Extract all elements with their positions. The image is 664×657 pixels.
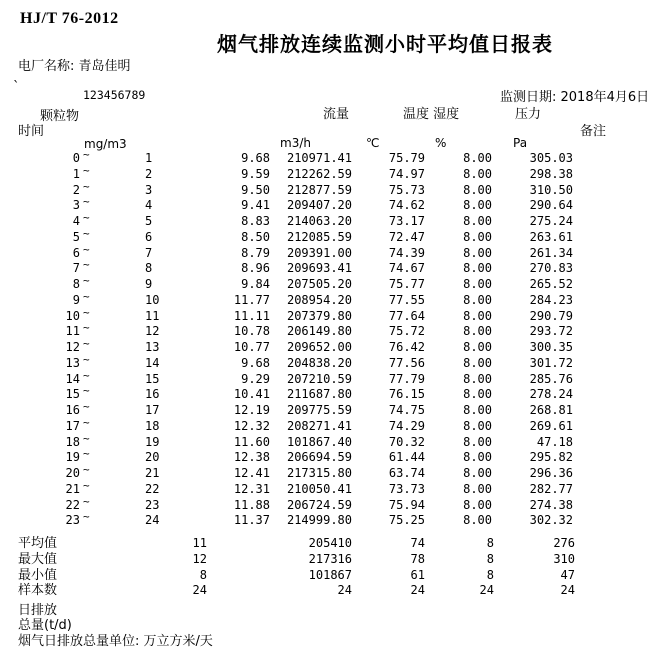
cell-flow: 207379.80 <box>286 308 352 323</box>
table-row <box>0 148 664 167</box>
cell-hour-end: 19 <box>145 434 160 449</box>
cell-pressure: 278.24 <box>529 387 573 402</box>
cell-particulate: 8.50 <box>241 229 270 244</box>
cell-hour-end: 16 <box>145 387 160 402</box>
cell-pressure: 301.72 <box>529 355 573 370</box>
cell-temperature: 76.15 <box>388 387 425 402</box>
cell-hour-start: 14 <box>65 371 80 386</box>
cell-hour-start: 23 <box>65 513 80 528</box>
tilde-separator: ~ <box>83 195 90 209</box>
cell-humidity: 8.00 <box>463 371 492 386</box>
tilde-separator: ~ <box>83 352 90 366</box>
cell-hour-end: 12 <box>145 324 160 339</box>
cell-hour-start: 20 <box>65 466 80 480</box>
cell-humidity: 8.00 <box>463 355 492 370</box>
cell-hour-start: 17 <box>65 418 80 433</box>
table-row <box>0 400 664 419</box>
cell-humidity: 8.00 <box>463 166 492 181</box>
cell-temperature: 73.73 <box>388 481 425 496</box>
cell-hour-start: 9 <box>72 292 80 307</box>
cell-hour-end: 11 <box>145 308 160 323</box>
footer-unit-note: 烟气日排放总量单位: 万立方米/天 <box>18 634 213 649</box>
tilde-separator: ~ <box>83 163 90 177</box>
cell-particulate: 11.88 <box>233 497 270 512</box>
summary-row <box>0 536 664 552</box>
table-row <box>0 195 664 214</box>
summary-temperature: 24 <box>410 583 425 598</box>
cell-flow: 101867.40 <box>286 434 352 449</box>
hourly-data-rows <box>0 148 664 529</box>
col-header-remark: 备注 <box>580 124 607 139</box>
cell-temperature: 77.64 <box>388 308 425 323</box>
cell-hour-start: 3 <box>72 198 80 213</box>
cell-pressure: 268.81 <box>529 403 573 417</box>
summary-row <box>0 568 664 584</box>
table-row <box>0 431 664 451</box>
cell-humidity: 8.00 <box>463 151 492 165</box>
cell-particulate: 10.78 <box>233 324 270 339</box>
summary-label: 最大值 <box>18 551 58 567</box>
tilde-separator: ~ <box>83 400 90 413</box>
cell-pressure: 296.36 <box>529 466 573 480</box>
cell-temperature: 74.39 <box>388 245 425 260</box>
cell-temperature: 74.67 <box>388 261 425 276</box>
cell-hour-start: 7 <box>72 261 80 276</box>
cell-pressure: 290.64 <box>529 198 573 213</box>
summary-flow: 101867 <box>308 567 352 582</box>
cell-hour-end: 8 <box>145 261 153 276</box>
cell-particulate: 11.11 <box>233 308 270 323</box>
cell-humidity: 8.00 <box>463 513 492 528</box>
cell-hour-start: 21 <box>65 481 80 496</box>
cell-hour-start: 18 <box>65 434 80 449</box>
summary-rows <box>0 536 664 599</box>
table-row <box>0 321 664 340</box>
summary-label: 最小值 <box>18 567 58 583</box>
table-row <box>0 447 664 466</box>
cell-hour-start: 1 <box>72 166 80 181</box>
cell-hour-start: 4 <box>72 214 80 228</box>
cell-particulate: 8.79 <box>241 245 270 260</box>
tilde-separator: ~ <box>83 211 90 224</box>
tilde-separator: ~ <box>83 305 90 319</box>
cell-particulate: 11.60 <box>233 434 270 449</box>
cell-hour-end: 6 <box>145 229 153 244</box>
summary-pressure: 276 <box>553 536 575 550</box>
cell-flow: 207505.20 <box>286 277 352 291</box>
cell-pressure: 265.52 <box>529 277 573 291</box>
table-row <box>0 258 664 277</box>
summary-humidity: 24 <box>479 583 494 598</box>
cell-temperature: 75.77 <box>388 277 425 291</box>
cell-flow: 209652.00 <box>286 340 352 354</box>
cell-pressure: 300.35 <box>529 340 573 354</box>
cell-particulate: 9.68 <box>241 151 270 165</box>
cell-pressure: 47.18 <box>536 434 573 449</box>
tilde-separator: ~ <box>83 148 90 161</box>
summary-humidity: 8 <box>486 551 494 566</box>
summary-flow: 217316 <box>308 551 352 566</box>
cell-hour-end: 22 <box>145 481 160 496</box>
tilde-separator: ~ <box>83 226 90 240</box>
cell-particulate: 12.31 <box>233 481 270 496</box>
tick-mark: ` <box>13 80 20 95</box>
cell-hour-end: 23 <box>145 497 160 512</box>
cell-hour-end: 1 <box>145 151 153 165</box>
tilde-separator: ~ <box>83 179 90 193</box>
col-header-particulate: 颗粒物 <box>40 109 80 124</box>
cell-humidity: 8.00 <box>463 466 492 480</box>
table-row <box>0 384 664 403</box>
cell-temperature: 70.32 <box>388 434 425 449</box>
cell-flow: 206694.59 <box>286 450 352 465</box>
cell-temperature: 74.62 <box>388 198 425 213</box>
cell-particulate: 8.83 <box>241 214 270 228</box>
table-row <box>0 494 664 514</box>
cell-humidity: 8.00 <box>463 261 492 276</box>
cell-particulate: 11.37 <box>233 513 270 528</box>
cell-flow: 210971.41 <box>286 151 352 165</box>
table-row <box>0 478 664 498</box>
cell-temperature: 63.74 <box>388 466 425 480</box>
cell-pressure: 290.79 <box>529 308 573 323</box>
cell-flow: 212877.59 <box>286 182 352 197</box>
report-title: 烟气排放连续监测小时平均值日报表 <box>217 32 553 56</box>
cell-pressure: 310.50 <box>529 182 573 197</box>
cell-flow: 208271.41 <box>286 418 352 433</box>
summary-particulate: 11 <box>192 536 207 550</box>
cell-particulate: 12.38 <box>233 450 270 465</box>
cell-humidity: 8.00 <box>463 387 492 402</box>
tilde-separator: ~ <box>83 415 90 429</box>
cell-pressure: 275.24 <box>529 214 573 228</box>
cell-pressure: 295.82 <box>529 450 573 465</box>
cell-flow: 209775.59 <box>286 403 352 417</box>
cell-humidity: 8.00 <box>463 403 492 417</box>
table-row <box>0 463 664 482</box>
cell-flow: 212085.59 <box>286 229 352 244</box>
cell-hour-end: 3 <box>145 182 153 197</box>
cell-temperature: 74.97 <box>388 166 425 181</box>
tilde-separator: ~ <box>83 494 90 508</box>
cell-humidity: 8.00 <box>463 182 492 197</box>
cell-hour-start: 0 <box>72 151 80 165</box>
cell-humidity: 8.00 <box>463 245 492 260</box>
tilde-separator: ~ <box>83 289 90 303</box>
tilde-separator: ~ <box>83 510 90 524</box>
standard-code: HJ/T 76-2012 <box>20 10 119 27</box>
summary-temperature: 78 <box>410 551 425 566</box>
summary-pressure: 24 <box>560 583 575 598</box>
cell-hour-end: 14 <box>145 355 160 370</box>
cell-hour-end: 4 <box>145 198 153 213</box>
col-header-pressure: 压力 <box>515 107 542 122</box>
cell-humidity: 8.00 <box>463 418 492 433</box>
tilde-separator: ~ <box>83 274 90 287</box>
cell-particulate: 10.77 <box>233 340 270 354</box>
cell-hour-end: 10 <box>145 292 160 307</box>
cell-temperature: 74.29 <box>388 418 425 433</box>
monitoring-date: 监测日期: 2018年4月6日 <box>500 90 650 105</box>
col-header-flow: 流量 <box>323 107 350 122</box>
serial-number: 123456789 <box>83 88 146 102</box>
cell-humidity: 8.00 <box>463 229 492 244</box>
cell-pressure: 305.03 <box>529 151 573 165</box>
cell-temperature: 75.73 <box>388 182 425 197</box>
cell-temperature: 75.25 <box>388 513 425 528</box>
cell-hour-start: 13 <box>65 355 80 370</box>
tilde-separator: ~ <box>83 478 90 492</box>
summary-flow: 24 <box>337 583 352 598</box>
table-row <box>0 352 664 372</box>
cell-hour-start: 16 <box>65 403 80 417</box>
summary-particulate: 12 <box>192 551 207 566</box>
cell-temperature: 61.44 <box>388 450 425 465</box>
summary-row <box>0 552 664 568</box>
table-row <box>0 415 664 435</box>
cell-pressure: 274.38 <box>529 497 573 512</box>
cell-humidity: 8.00 <box>463 450 492 465</box>
summary-humidity: 8 <box>486 536 494 550</box>
cell-flow: 204838.20 <box>286 355 352 370</box>
cell-pressure: 302.32 <box>529 513 573 528</box>
tilde-separator: ~ <box>83 321 90 335</box>
cell-hour-end: 9 <box>145 277 153 291</box>
table-row <box>0 337 664 356</box>
cell-flow: 209391.00 <box>286 245 352 260</box>
table-row <box>0 211 664 230</box>
cell-hour-end: 5 <box>145 214 153 228</box>
cell-particulate: 12.32 <box>233 418 270 433</box>
cell-temperature: 73.17 <box>388 214 425 228</box>
table-row <box>0 305 664 325</box>
cell-temperature: 75.94 <box>388 497 425 512</box>
table-row <box>0 163 664 183</box>
cell-flow: 209693.41 <box>286 261 352 276</box>
table-row <box>0 289 664 309</box>
cell-flow: 209407.20 <box>286 198 352 213</box>
col-header-time: 时间 <box>18 124 45 139</box>
cell-flow: 206149.80 <box>286 324 352 339</box>
cell-temperature: 76.42 <box>388 340 425 354</box>
tilde-separator: ~ <box>83 242 90 256</box>
summary-pressure: 310 <box>553 551 575 566</box>
cell-particulate: 9.50 <box>241 182 270 197</box>
cell-hour-end: 15 <box>145 371 160 386</box>
cell-hour-start: 5 <box>72 229 80 244</box>
cell-temperature: 77.56 <box>388 355 425 370</box>
cell-pressure: 269.61 <box>529 418 573 433</box>
cell-pressure: 285.76 <box>529 371 573 386</box>
summary-temperature: 74 <box>410 536 425 550</box>
cell-hour-start: 6 <box>72 245 80 260</box>
cell-pressure: 298.38 <box>529 166 573 181</box>
cell-flow: 211687.80 <box>286 387 352 402</box>
cell-particulate: 8.96 <box>241 261 270 276</box>
cell-hour-start: 19 <box>65 450 80 465</box>
cell-particulate: 9.29 <box>241 371 270 386</box>
cell-hour-start: 12 <box>65 340 80 354</box>
cell-humidity: 8.00 <box>463 292 492 307</box>
plant-name: 电厂名称: 青岛佳明 <box>18 59 131 74</box>
unit-pressure: Pa <box>513 136 528 150</box>
cell-temperature: 77.79 <box>388 371 425 386</box>
tilde-separator: ~ <box>83 463 90 476</box>
cell-humidity: 8.00 <box>463 324 492 339</box>
cell-pressure: 261.34 <box>529 245 573 260</box>
unit-temperature: ℃ <box>366 136 380 150</box>
cell-pressure: 284.23 <box>529 292 573 307</box>
cell-particulate: 12.19 <box>233 403 270 417</box>
tilde-separator: ~ <box>83 337 90 350</box>
cell-flow: 212262.59 <box>286 166 352 181</box>
table-row <box>0 226 664 246</box>
summary-particulate: 24 <box>192 583 207 598</box>
cell-pressure: 282.77 <box>529 481 573 496</box>
unit-flow: m3/h <box>280 136 311 150</box>
cell-hour-end: 13 <box>145 340 160 354</box>
cell-flow: 206724.59 <box>286 497 352 512</box>
summary-humidity: 8 <box>486 567 494 582</box>
table-row <box>0 510 664 529</box>
summary-flow: 205410 <box>308 536 352 550</box>
cell-particulate: 11.77 <box>233 292 270 307</box>
cell-temperature: 77.55 <box>388 292 425 307</box>
tilde-separator: ~ <box>83 431 90 445</box>
footer-daily-emission-line2: 总量(t/d) <box>18 618 72 633</box>
cell-hour-start: 22 <box>65 497 80 512</box>
col-header-temp-humidity: 温度 湿度 <box>403 107 460 122</box>
footer-daily-emission-line1: 日排放 <box>18 603 58 618</box>
cell-hour-end: 21 <box>145 466 160 480</box>
cell-hour-start: 8 <box>72 277 80 291</box>
cell-hour-start: 11 <box>65 324 80 339</box>
cell-flow: 207210.59 <box>286 371 352 386</box>
table-row <box>0 179 664 199</box>
tilde-separator: ~ <box>83 368 90 382</box>
cell-pressure: 293.72 <box>529 324 573 339</box>
cell-hour-end: 20 <box>145 450 160 465</box>
tilde-separator: ~ <box>83 258 90 272</box>
cell-flow: 208954.20 <box>286 292 352 307</box>
cell-humidity: 8.00 <box>463 277 492 291</box>
table-row <box>0 274 664 293</box>
cell-hour-end: 24 <box>145 513 160 528</box>
cell-temperature: 75.72 <box>388 324 425 339</box>
cell-hour-start: 2 <box>72 182 80 197</box>
summary-particulate: 8 <box>199 567 207 582</box>
cell-humidity: 8.00 <box>463 481 492 496</box>
cell-pressure: 270.83 <box>529 261 573 276</box>
cell-hour-end: 18 <box>145 418 160 433</box>
cell-particulate: 12.41 <box>233 466 270 480</box>
cell-particulate: 9.59 <box>241 166 270 181</box>
summary-label: 样本数 <box>18 583 58 599</box>
cell-particulate: 9.41 <box>241 198 270 213</box>
cell-flow: 217315.80 <box>286 466 352 480</box>
unit-humidity: % <box>435 136 447 150</box>
cell-temperature: 74.75 <box>388 403 425 417</box>
cell-hour-end: 2 <box>145 166 153 181</box>
cell-humidity: 8.00 <box>463 434 492 449</box>
cell-hour-start: 15 <box>65 387 80 402</box>
cell-particulate: 9.84 <box>241 277 270 291</box>
cell-pressure: 263.61 <box>529 229 573 244</box>
cell-hour-end: 7 <box>145 245 153 260</box>
cell-flow: 210050.41 <box>286 481 352 496</box>
tilde-separator: ~ <box>83 447 90 461</box>
cell-humidity: 8.00 <box>463 308 492 323</box>
cell-flow: 214063.20 <box>286 214 352 228</box>
table-row <box>0 368 664 388</box>
summary-row <box>0 583 664 599</box>
cell-particulate: 9.68 <box>241 355 270 370</box>
summary-label: 平均值 <box>18 536 58 551</box>
cell-temperature: 72.47 <box>388 229 425 244</box>
cell-flow: 214999.80 <box>286 513 352 528</box>
unit-particulate: mg/m3 <box>84 137 127 151</box>
table-row <box>0 242 664 262</box>
summary-pressure: 47 <box>560 567 575 582</box>
cell-hour-end: 17 <box>145 403 160 417</box>
summary-temperature: 61 <box>410 567 425 582</box>
cell-humidity: 8.00 <box>463 497 492 512</box>
cell-hour-start: 10 <box>65 308 80 323</box>
cell-humidity: 8.00 <box>463 340 492 354</box>
cell-particulate: 10.41 <box>233 387 270 402</box>
cell-temperature: 75.79 <box>388 151 425 165</box>
tilde-separator: ~ <box>83 384 90 398</box>
cell-humidity: 8.00 <box>463 214 492 228</box>
cell-humidity: 8.00 <box>463 198 492 213</box>
